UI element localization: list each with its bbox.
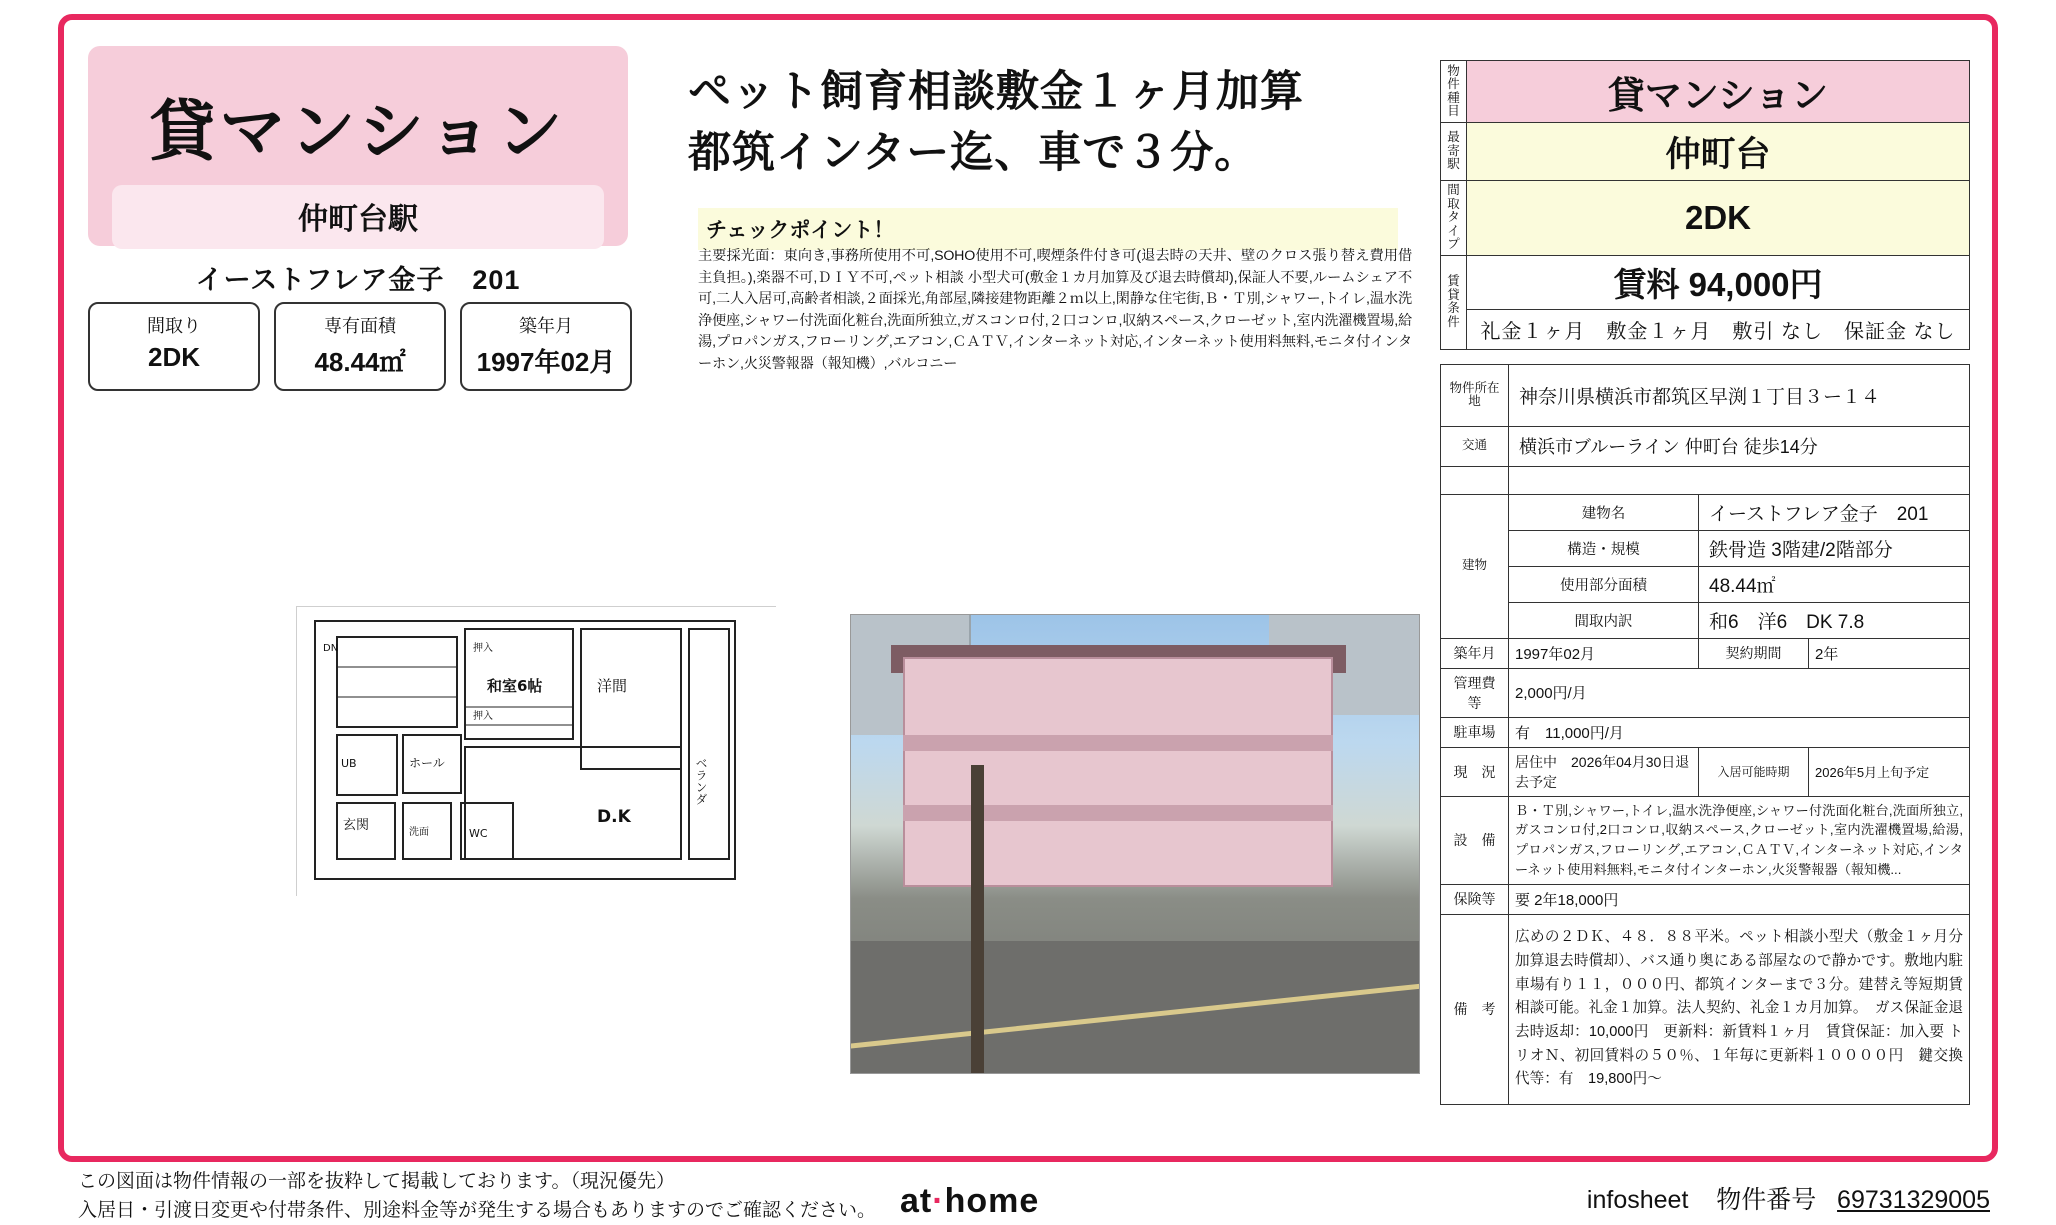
details-row-equipment xyxy=(1441,796,1970,884)
svg-text:押入: 押入 xyxy=(473,641,493,654)
svg-text:ホール: ホール xyxy=(409,756,445,770)
details-row-structure xyxy=(1441,530,1970,566)
status-value: 居住中 2026年04月30日退去予定 xyxy=(1509,747,1699,796)
address-value: 神奈川県横浜市都筑区早渕１丁目３ー１４ xyxy=(1509,364,1970,426)
details-row-maintenance xyxy=(1441,668,1970,717)
spec-area-label: 専有面積 xyxy=(276,312,444,338)
details-row-status xyxy=(1441,747,1970,796)
available-value: 2026年5月上旬予定 xyxy=(1809,747,1970,796)
summary-layout-label: 間取タイプ xyxy=(1441,181,1467,256)
catch-copy-line2: 都筑インター迄、車で３分。 xyxy=(688,123,1418,184)
access-label-spacer xyxy=(1441,466,1509,494)
built-label: 築年月 xyxy=(1441,638,1509,668)
contract-value: 2年 xyxy=(1809,638,1970,668)
spec-layout-value: 2DK xyxy=(90,342,258,373)
maintenance-value: 2,000円/月 xyxy=(1509,668,1970,717)
built-value: 1997年02月 xyxy=(1509,638,1699,668)
spec-built-label: 築年月 xyxy=(462,312,630,338)
details-row-built xyxy=(1441,638,1970,668)
property-type-title: 貸マンション xyxy=(88,46,628,173)
infosheet-footer xyxy=(1587,1180,1990,1216)
building-name-value: イーストフレア金子 201 xyxy=(1699,494,1970,530)
station-title: 仲町台駅 xyxy=(112,185,604,249)
photo-road xyxy=(851,941,1419,1073)
summary-layout-value: 2DK xyxy=(1467,181,1970,256)
building-label: 建物 xyxy=(1441,494,1509,638)
details-row-insurance xyxy=(1441,884,1970,914)
athome-logo-text: at·home xyxy=(900,1182,1039,1220)
catch-copy-line1: ペット飼育相談敷金１ヶ月加算 xyxy=(688,62,1418,123)
contract-label: 契約期間 xyxy=(1699,638,1809,668)
details-row-breakdown xyxy=(1441,602,1970,638)
svg-text:洗面: 洗面 xyxy=(409,825,429,838)
photo-tree xyxy=(971,765,984,1074)
parking-label: 駐車場 xyxy=(1441,717,1509,747)
insurance-label: 保険等 xyxy=(1441,884,1509,914)
exterior-photo xyxy=(850,614,1420,1074)
details-row-access xyxy=(1441,426,1970,466)
title-box xyxy=(88,46,628,246)
summary-row-terms xyxy=(1441,309,1970,349)
equipment-label: 設 備 xyxy=(1441,796,1509,884)
details-row-area xyxy=(1441,566,1970,602)
breakdown-value: 和6 洋6 DK 7.8 xyxy=(1699,602,1970,638)
details-row-access-blank xyxy=(1441,466,1970,494)
access-value: 横浜市ブルーライン 仲町台 徒歩14分 xyxy=(1509,426,1970,466)
svg-text:押入: 押入 xyxy=(473,709,493,722)
structure-label: 構造・規模 xyxy=(1509,530,1699,566)
status-label: 現 況 xyxy=(1441,747,1509,796)
summary-table xyxy=(1440,60,1970,350)
remarks-value: 広めの２ＤＫ、４８．８８平米。ペット相談小型犬（敷金１ヶ月分加算退去時償却）、バス通り奥にある部屋なので静かです。敷地内駐車場有り１１，０００円、都筑インターまで３分。建替え等短期賃相談可能。礼金１加算。法人契約、礼金１カ月加算。 ガス保証金退去時返却：10,000円 更新料：新賃料１ヶ月 賃貸保証：加入要 トリオＮ、初回賃料の５０％、１年毎に更新料１００００円 鍵交換代等：有 19,800円〜 xyxy=(1509,914,1970,1104)
access-label: 交通 xyxy=(1441,426,1509,466)
details-block xyxy=(1440,364,1970,1105)
access-value-2 xyxy=(1509,466,1970,494)
footer-note xyxy=(78,1168,876,1225)
svg-text:D.K: D.K xyxy=(597,807,632,827)
summary-row-rent xyxy=(1441,255,1970,309)
spec-layout-label: 間取り xyxy=(90,312,258,338)
insurance-value: 要 2年18,000円 xyxy=(1509,884,1970,914)
building-name: イーストフレア金子 201 xyxy=(88,258,628,297)
details-row-address xyxy=(1441,364,1970,426)
building-name-label: 建物名 xyxy=(1509,494,1699,530)
summary-terms-value: 礼金１ヶ月 敷金１ヶ月 敷引 なし 保証金 なし xyxy=(1467,309,1970,349)
summary-row-layout xyxy=(1441,181,1970,256)
area-value: 48.44㎡ xyxy=(1699,566,1970,602)
property-no-label: 物件番号 xyxy=(1716,1186,1816,1214)
remarks-label: 備 考 xyxy=(1441,914,1509,1104)
maintenance-label: 管理費等 xyxy=(1441,668,1509,717)
photo-balcony-band-1 xyxy=(903,735,1333,751)
property-no-value: 69731329005 xyxy=(1837,1186,1990,1214)
address-label: 物件所在地 xyxy=(1441,364,1509,426)
spec-built xyxy=(460,302,632,391)
svg-text:UB: UB xyxy=(341,757,357,770)
summary-type-value: 貸マンション xyxy=(1467,61,1970,123)
svg-text:洋間: 洋間 xyxy=(597,677,627,695)
summary-rent-value: 賃料 94,000円 xyxy=(1467,255,1970,309)
photo-balcony-band-2 xyxy=(903,805,1333,821)
infosheet-label: infosheet xyxy=(1587,1186,1688,1214)
summary-row-type xyxy=(1441,61,1970,123)
svg-text:WC: WC xyxy=(469,827,488,840)
spec-layout xyxy=(88,302,260,391)
floorplan-image xyxy=(296,606,776,896)
summary-terms-label: 賃貸条件 xyxy=(1441,255,1467,349)
spec-area xyxy=(274,302,446,391)
spec-area-value: 48.44㎡ xyxy=(276,342,444,379)
details-row-bldgname xyxy=(1441,494,1970,530)
summary-station-value: 仲町台 xyxy=(1467,123,1970,181)
summary-row-station xyxy=(1441,123,1970,181)
spec-built-value: 1997年02月 xyxy=(462,342,630,379)
catch-copy xyxy=(688,62,1418,184)
svg-text:DN: DN xyxy=(323,643,338,654)
spec-row xyxy=(88,302,648,391)
footer-note-line1: この図面は物件情報の一部を抜粋して掲載しております。（現況優先） xyxy=(78,1168,876,1197)
photo-main-building xyxy=(903,657,1333,887)
summary-type-label: 物件種目 xyxy=(1441,61,1467,123)
details-row-parking xyxy=(1441,717,1970,747)
structure-value: 鉄骨造 3階建/2階部分 xyxy=(1699,530,1970,566)
svg-text:和室6帖: 和室6帖 xyxy=(487,677,542,695)
area-label: 使用部分面積 xyxy=(1509,566,1699,602)
svg-text:ベランダ: ベランダ xyxy=(694,757,708,805)
parking-value: 有 11,000円/月 xyxy=(1509,717,1970,747)
svg-text:玄関: 玄関 xyxy=(343,817,369,833)
checkpoint-body: 主要採光面：東向き,事務所使用不可,SOHO使用不可,喫煙条件付き可(退去時の天井、壁のクロス張り替え費用借主負担。),楽器不可,ＤＩＹ不可,ペット相談 小型犬可(敷金１カ月加算及び退去時償却),保証人不要,ルームシェア不可,二人入居可,高齢者相談,２面採光,角部屋,隣接建物距離２ｍ以上,閑静な住宅街,Ｂ・Ｔ別,シャワー,トイレ,温水洗浄便座,シャワー付洗面化粧台,洗面所独立,ガスコンロ付,２口コンロ,収納スペース,クローゼット,室内洗濯機置場,給湯,プロパンガス,フローリング,エアコン,ＣＡＴＶ,インターネット対応,インターネット使用料無料,モニタ付インターホン,火災警報器（報知機）,バルコニー xyxy=(698,246,1412,375)
equipment-value: Ｂ・Ｔ別,シャワー,トイレ,温水洗浄便座,シャワー付洗面化粧台,洗面所独立,ガスコンロ付,2口コンロ,収納スペース,クローゼット,室内洗濯機置場,給湯,プロパンガス,フローリング,エアコン,ＣＡＴＶ,インターネット対応,インターネット使用料無料,モニタ付インターホン,火災警報器（報知機... xyxy=(1509,796,1970,884)
right-column xyxy=(1440,60,1970,1105)
summary-station-label: 最寄駅 xyxy=(1441,123,1467,181)
checkpoint-title: チェックポイント！ xyxy=(698,208,1398,250)
footer-note-line2: 入居日・引渡日変更や付帯条件、別途料金等が発生する場合もありますのでご確認ください。 xyxy=(78,1197,876,1225)
breakdown-label: 間取内訳 xyxy=(1509,602,1699,638)
available-label: 入居可能時期 xyxy=(1699,747,1809,796)
details-row-remarks xyxy=(1441,914,1970,1104)
floorplan-svg xyxy=(297,607,777,897)
details-table xyxy=(1440,364,1970,1105)
athome-logo xyxy=(900,1182,1039,1221)
